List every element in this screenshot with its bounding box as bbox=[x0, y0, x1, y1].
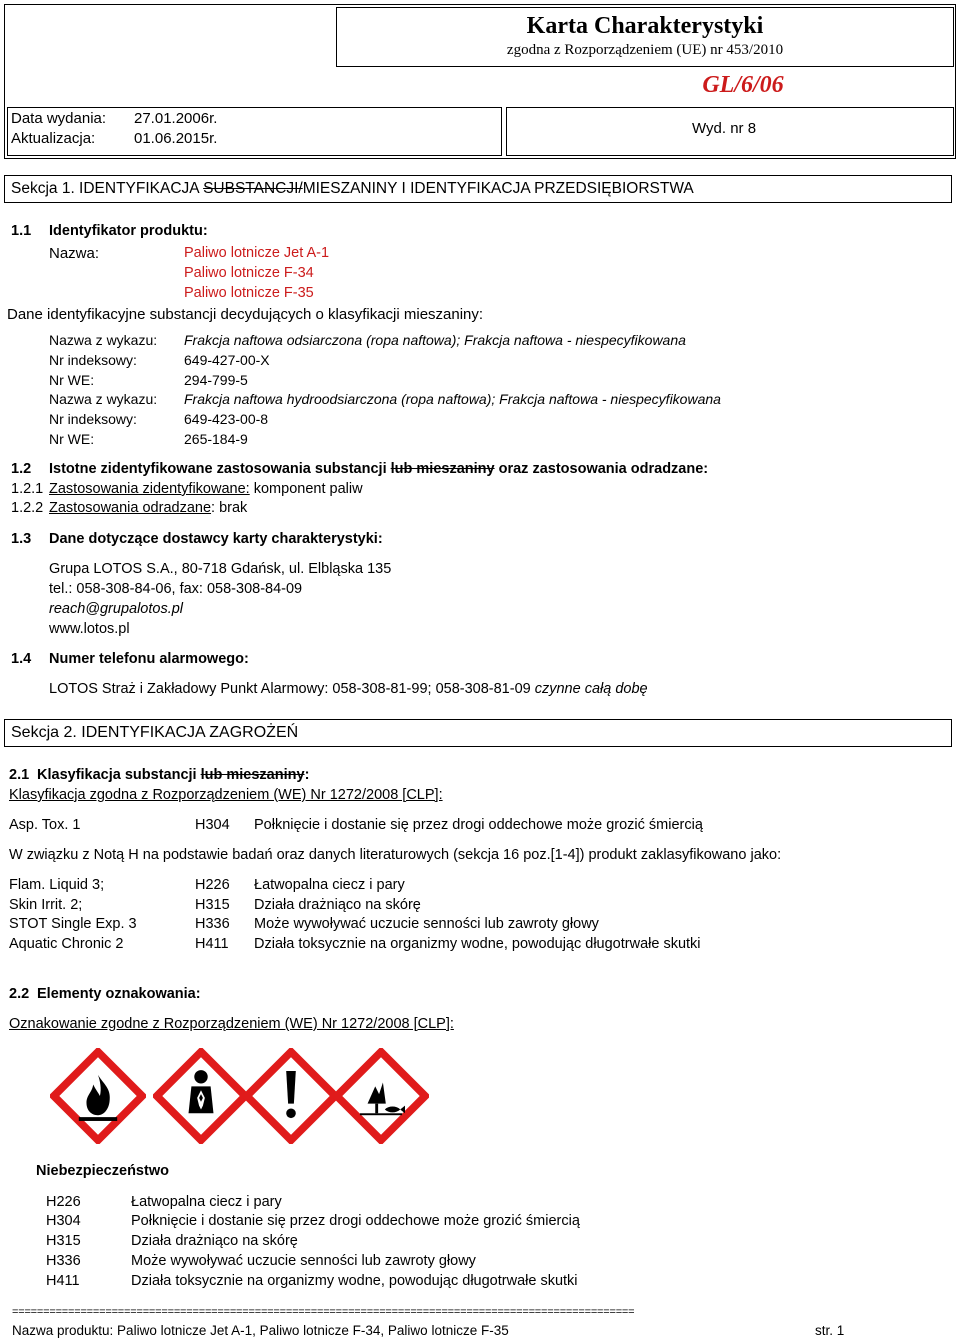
class-category: Flam. Liquid 3; bbox=[9, 877, 105, 893]
s121-label: Zastosowania zidentyfikowane: bbox=[49, 481, 250, 497]
clp-classification-heading: Klasyfikacja zgodna z Rozporządzeniem (WE) Nr 1272/2008 [CLP]: bbox=[9, 787, 443, 803]
s22-number: 2.2 bbox=[9, 986, 30, 1002]
class-category: STOT Single Exp. 3 bbox=[9, 916, 137, 932]
identification-line: Dane identyfikacyjne substancji decydujących o klasyfikacji mieszaniny: bbox=[7, 306, 484, 323]
section-1-title bbox=[11, 180, 694, 198]
s21-title-part: : bbox=[304, 767, 310, 783]
h-statement-text: Łatwopalna ciecz i pary bbox=[131, 1194, 282, 1210]
issue-date-label: Data wydania: bbox=[11, 110, 107, 127]
class-description: Łatwopalna ciecz i pary bbox=[254, 877, 405, 893]
exclamation-pictogram bbox=[243, 1048, 339, 1144]
version-number: Wyd. nr 8 bbox=[692, 120, 757, 137]
alarm-phone-text: LOTOS Straż i Zakładowy Punkt Alarmowy: 058-308-81-99; 058-308-81-09 bbox=[49, 681, 535, 697]
class-category: Asp. Tox. 1 bbox=[9, 817, 81, 833]
issue-date: 27.01.2006r. bbox=[134, 110, 218, 127]
h-statement-code: H315 bbox=[46, 1233, 81, 1249]
entry-value: 265-184-9 bbox=[184, 431, 248, 447]
signal-word: Niebezpieczeństwo bbox=[36, 1163, 169, 1179]
product-name-3: Paliwo lotnicze F-35 bbox=[184, 285, 314, 301]
entry-label: Nazwa z wykazu: bbox=[49, 332, 158, 348]
document-title: Karta Charakterystyki bbox=[526, 13, 764, 39]
health-hazard-pictogram bbox=[153, 1048, 249, 1144]
s14-number: 1.4 bbox=[11, 651, 32, 667]
s21-title-struck: lub mieszaniny bbox=[200, 767, 305, 783]
h-statement-code: H304 bbox=[46, 1213, 81, 1229]
s12-number: 1.2 bbox=[11, 461, 32, 477]
h-statement-text: Może wywoływać uczucie senności lub zawroty głowy bbox=[131, 1253, 476, 1269]
class-code: H336 bbox=[195, 916, 230, 932]
section-1-title-rest: MIESZANINY I IDENTYFIKACJA PRZEDSIĘBIORSTWA bbox=[302, 180, 694, 197]
s21-title-part: Klasyfikacja substancji bbox=[37, 767, 201, 783]
class-category: Skin Irrit. 2; bbox=[9, 897, 83, 913]
h-statement-code: H226 bbox=[46, 1194, 81, 1210]
supplier-phone: tel.: 058-308-84-06, fax: 058-308-84-09 bbox=[49, 581, 303, 597]
flame-pictogram bbox=[50, 1048, 146, 1144]
s122-text bbox=[49, 500, 247, 516]
class-description: Działa drażniąco na skórę bbox=[254, 897, 421, 913]
class-description: Może wywoływać uczucie senności lub zawroty głowy bbox=[254, 916, 599, 932]
entry-value: 294-799-5 bbox=[184, 372, 248, 388]
supplier-website[interactable]: www.lotos.pl bbox=[49, 621, 130, 637]
h-statement-text: Działa drażniąco na skórę bbox=[131, 1233, 298, 1249]
section-1-title-prefix: Sekcja 1. IDENTYFIKACJA bbox=[11, 180, 204, 197]
footer-separator: ==================================================================================================== bbox=[12, 1306, 635, 1318]
s12-title-part: Istotne zidentyfikowane zastosowania substancji bbox=[49, 461, 391, 477]
section-1-title-struck: SUBSTANCJI/ bbox=[203, 180, 303, 197]
entry-label: Nr WE: bbox=[49, 372, 95, 388]
entry-value: 649-423-00-8 bbox=[184, 411, 269, 427]
s21-title bbox=[37, 767, 309, 783]
entry-label: Nr indeksowy: bbox=[49, 352, 137, 368]
update-date-label: Aktualizacja: bbox=[11, 130, 96, 147]
s121-text bbox=[49, 481, 363, 497]
class-description: Działa toksycznie na organizmy wodne, powodując długotrwałe skutki bbox=[254, 936, 701, 952]
class-description: Połknięcie i dostanie się przez drogi oddechowe może grozić śmiercią bbox=[254, 817, 703, 833]
s12-title-part: oraz zastosowania odradzane: bbox=[494, 461, 709, 477]
h-statement-code: H411 bbox=[46, 1273, 80, 1289]
class-category: Aquatic Chronic 2 bbox=[9, 936, 124, 952]
entry-label: Nr WE: bbox=[49, 431, 95, 447]
s11-title: Identyfikator produktu: bbox=[49, 223, 208, 239]
supplier-email[interactable]: reach@grupalotos.pl bbox=[49, 601, 184, 617]
s122-value: : brak bbox=[211, 500, 248, 516]
document-subtitle: zgodna z Rozporządzeniem (UE) nr 453/2010 bbox=[506, 42, 784, 58]
class-code: H304 bbox=[195, 817, 230, 833]
s14-title: Numer telefonu alarmowego: bbox=[49, 651, 249, 667]
entry-label: Nr indeksowy: bbox=[49, 411, 137, 427]
entry-value: Frakcja naftowa odsiarczona (ropa naftowa); Frakcja naftowa - niespecyfikowana bbox=[184, 332, 686, 348]
entry-label: Nazwa z wykazu: bbox=[49, 391, 158, 407]
s12-title-struck: lub mieszaniny bbox=[390, 461, 495, 477]
class-code: H411 bbox=[195, 936, 229, 952]
entry-value: Frakcja naftowa hydroodsiarczona (ropa naftowa); Frakcja naftowa - niespecyfikowana bbox=[184, 391, 721, 407]
section-2-title: Sekcja 2. IDENTYFIKACJA ZAGROŻEŃ bbox=[11, 724, 299, 741]
h-statement-code: H336 bbox=[46, 1253, 81, 1269]
product-name-2: Paliwo lotnicze F-34 bbox=[184, 265, 314, 281]
alarm-phone-line bbox=[49, 681, 648, 697]
s13-number: 1.3 bbox=[11, 531, 32, 547]
product-name-1: Paliwo lotnicze Jet A-1 bbox=[184, 245, 330, 261]
alarm-phone-hours: czynne całą dobę bbox=[534, 681, 648, 697]
s121-number: 1.2.1 bbox=[11, 481, 44, 497]
class-code: H226 bbox=[195, 877, 230, 893]
h-statement-text: Połknięcie i dostanie się przez drogi oddechowe może grozić śmiercią bbox=[131, 1213, 580, 1229]
entry-value: 649-427-00-X bbox=[184, 352, 270, 368]
s122-label: Zastosowania odradzane bbox=[49, 500, 212, 516]
s121-value: komponent paliw bbox=[249, 481, 363, 497]
s122-number: 1.2.2 bbox=[11, 500, 44, 516]
product-name-label: Nazwa: bbox=[49, 245, 100, 262]
h-statement-text: Działa toksycznie na organizmy wodne, powodując długotrwałe skutki bbox=[131, 1273, 578, 1289]
s11-number: 1.1 bbox=[11, 223, 32, 239]
class-code: H315 bbox=[195, 897, 230, 913]
labelling-heading: Oznakowanie zgodne z Rozporządzeniem (WE) Nr 1272/2008 [CLP]: bbox=[9, 1016, 454, 1032]
s12-title bbox=[49, 461, 708, 477]
supplier-address: Grupa LOTOS S.A., 80-718 Gdańsk, ul. Elbląska 135 bbox=[49, 561, 392, 577]
s13-title: Dane dotyczące dostawcy karty charakterystyki: bbox=[49, 531, 383, 547]
s21-number: 2.1 bbox=[9, 767, 30, 783]
s22-title: Elementy oznakowania: bbox=[37, 986, 201, 1002]
document-code: GL/6/06 bbox=[702, 72, 784, 98]
page-number: str. 1 bbox=[815, 1323, 845, 1338]
update-date: 01.06.2015r. bbox=[134, 130, 218, 147]
footer-product-name: Nazwa produktu: Paliwo lotnicze Jet A-1, Paliwo lotnicze F-34, Paliwo lotnicze F-35 bbox=[12, 1323, 509, 1338]
note-h-line: W związku z Notą H na podstawie badań oraz danych literaturowych (sekcja 16 poz.[1-4]) produkt zaklasyfikowano jako: bbox=[9, 847, 782, 863]
environment-pictogram bbox=[333, 1048, 429, 1144]
